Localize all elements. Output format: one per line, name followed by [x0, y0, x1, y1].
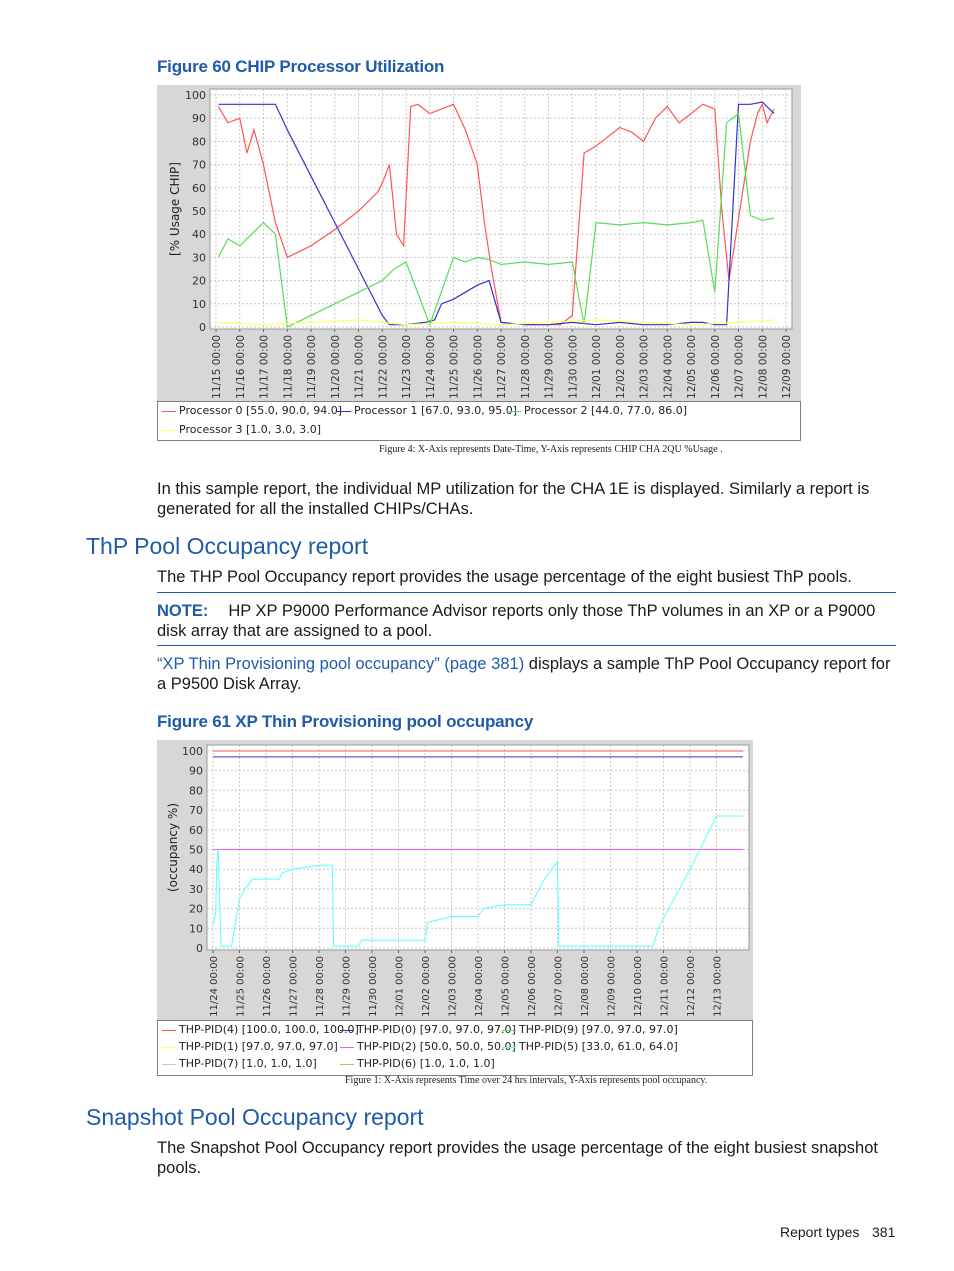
x-tick-label: 11/27 00:00: [496, 335, 508, 399]
chart-1-legend: [157, 401, 801, 441]
legend-item: [502, 1023, 678, 1036]
y-tick-label: 50: [189, 843, 203, 857]
x-tick-label: 12/05 00:00: [500, 956, 512, 1017]
legend-label: THP-PID(9) [97.0, 97.0, 97.0]: [519, 1023, 678, 1036]
x-tick-label: 11/27 00:00: [288, 956, 300, 1017]
x-tick-label: 12/07 00:00: [553, 956, 565, 1017]
footer-page-number: 381: [872, 1224, 896, 1240]
legend-label: THP-PID(6) [1.0, 1.0, 1.0]: [357, 1057, 495, 1070]
x-tick-label: 12/06 00:00: [709, 335, 722, 399]
x-tick-label: 12/05 00:00: [686, 335, 698, 399]
x-tick-label: 11/26 00:00: [262, 956, 273, 1017]
x-tick-label: 12/08 00:00: [757, 335, 770, 399]
figure-60-caption: Figure 4: X-Axis represents Date-Time, Y-Axis represents CHIP CHA 2QU %Usage .: [379, 444, 723, 455]
link-paragraph-text: displays a sample ThP Pool Occupancy report for a P9500 Disk Array.: [157, 655, 891, 693]
x-tick-label: 12/06 00:00: [527, 956, 538, 1017]
y-tick-label: 40: [189, 863, 203, 877]
legend-swatch: [162, 411, 176, 412]
figure-61-caption: Figure 1: X-Axis represents Time over 24 hrs intervals, Y-Axis represents pool occupancy.: [345, 1075, 708, 1086]
y-tick-label: 60: [192, 181, 206, 195]
x-tick-label: 11/18 00:00: [282, 335, 295, 399]
x-tick-label: 12/10 00:00: [633, 956, 644, 1017]
x-tick-label: 11/30 00:00: [567, 335, 580, 399]
legend-label: THP-PID(2) [50.0, 50.0, 50.0]: [357, 1040, 516, 1053]
legend-item: [162, 1057, 317, 1070]
legend-swatch: [340, 1064, 354, 1065]
legend-label: Processor 0 [55.0, 90.0, 94.0]: [179, 404, 343, 417]
legend-swatch: [502, 1047, 516, 1048]
footer-section-name: Report types: [780, 1224, 860, 1240]
y-tick-label: 60: [189, 823, 203, 837]
y-tick-label: 20: [192, 274, 206, 288]
legend-label: THP-PID(5) [33.0, 61.0, 64.0]: [519, 1040, 678, 1053]
section-heading-snapshot: Snapshot Pool Occupancy report: [86, 1104, 424, 1130]
y-tick-label: 70: [189, 804, 203, 818]
x-tick-label: 11/29 00:00: [543, 335, 556, 399]
legend-item: [340, 1057, 495, 1070]
legend-label: Processor 3 [1.0, 3.0, 3.0]: [179, 423, 322, 436]
y-tick-label: 100: [185, 89, 206, 102]
legend-swatch: [340, 1030, 354, 1031]
legend-swatch: [162, 1030, 176, 1031]
figure-61-title: Figure 61 XP Thin Provisioning pool occupancy: [157, 712, 534, 731]
legend-label: THP-PID(1) [97.0, 97.0, 97.0]: [179, 1040, 338, 1053]
x-tick-label: 12/01 00:00: [394, 956, 406, 1017]
legend-item: [162, 1023, 359, 1036]
legend-label: Processor 1 [67.0, 93.0, 95.0]: [354, 404, 518, 417]
note-bottom-rule: [157, 645, 896, 646]
x-tick-label: 12/07 00:00: [733, 335, 746, 399]
x-tick-label: 11/20 00:00: [329, 335, 342, 399]
thp-paragraph: The THP Pool Occupancy report provides the usage percentage of the eight busiest ThP pools.: [157, 568, 852, 586]
x-tick-label: 12/04 00:00: [662, 335, 675, 399]
legend-item: [502, 1040, 678, 1053]
x-tick-label: 12/01 00:00: [591, 335, 603, 399]
y-tick-label: 80: [192, 135, 206, 149]
note-block: [157, 601, 897, 641]
x-tick-label: 12/09 00:00: [781, 335, 793, 399]
link-paragraph: [157, 654, 897, 694]
x-tick-label: 11/17 00:00: [258, 335, 271, 399]
x-tick-label: 12/02 00:00: [421, 956, 432, 1017]
legend-item: [337, 404, 517, 417]
legend-label: THP-PID(0) [97.0, 97.0, 97.0]: [357, 1023, 516, 1036]
x-tick-label: 11/29 00:00: [341, 956, 353, 1017]
legend-swatch: [162, 1064, 176, 1065]
y-axis-label: [% Usage CHIP]: [168, 162, 182, 256]
x-tick-label: 11/25 00:00: [235, 956, 247, 1017]
x-tick-label: 11/16 00:00: [234, 335, 247, 399]
note-top-rule: [157, 592, 896, 593]
x-tick-label: 12/08 00:00: [580, 956, 591, 1017]
legend-swatch: [507, 411, 521, 412]
legend-item: [162, 1040, 338, 1053]
x-tick-label: 12/09 00:00: [606, 956, 618, 1017]
y-tick-label: 80: [189, 784, 203, 798]
x-tick-label: 11/22 00:00: [377, 335, 390, 399]
x-tick-label: 12/04 00:00: [474, 956, 485, 1017]
x-tick-label: 11/25 00:00: [448, 335, 461, 399]
x-tick-label: 11/28 00:00: [315, 956, 326, 1017]
snapshot-paragraph: The Snapshot Pool Occupancy report provides the usage percentage of the eight busiest snapshot pools.: [157, 1139, 878, 1177]
x-tick-label: 11/23 00:00: [401, 335, 413, 399]
legend-label: THP-PID(4) [100.0, 100.0, 100.0]: [179, 1023, 359, 1036]
legend-swatch: [162, 430, 176, 431]
chart-2-svg: [157, 740, 753, 1022]
x-tick-label: 11/24 00:00: [424, 335, 437, 399]
x-tick-label: 11/24 00:00: [209, 956, 220, 1017]
x-tick-label: 11/15 00:00: [211, 335, 223, 399]
legend-swatch: [162, 1047, 176, 1048]
y-tick-label: 50: [192, 205, 206, 218]
legend-swatch: [502, 1030, 516, 1031]
legend-item: [162, 423, 321, 436]
x-tick-label: 12/03 00:00: [447, 956, 459, 1017]
y-tick-label: 30: [189, 882, 203, 896]
y-tick-label: 20: [189, 902, 203, 916]
x-tick-label: 11/19 00:00: [306, 335, 318, 399]
y-tick-label: 100: [182, 745, 203, 758]
chart-1-svg: [157, 85, 801, 403]
legend-label: THP-PID(7) [1.0, 1.0, 1.0]: [179, 1057, 317, 1070]
chart-2-legend: [157, 1020, 753, 1076]
legend-label: Processor 2 [44.0, 77.0, 86.0]: [524, 404, 688, 417]
legend-item: [162, 404, 342, 417]
x-tick-label: 12/11 00:00: [659, 956, 671, 1017]
note-text: HP XP P9000 Performance Advisor reports only those ThP volumes in an XP or a P9000 disk array that are assigned to a pool.: [157, 602, 876, 640]
y-tick-label: 90: [192, 112, 206, 126]
plot-area: [207, 745, 749, 950]
legend-item: [507, 404, 687, 417]
legend-swatch: [340, 1047, 354, 1048]
legend-item: [340, 1023, 516, 1036]
x-tick-label: 11/30 00:00: [368, 956, 379, 1017]
figure-60-title: Figure 60 CHIP Processor Utilization: [157, 57, 445, 76]
x-tick-label: 12/03 00:00: [638, 335, 651, 399]
y-tick-label: 40: [192, 228, 206, 242]
y-tick-label: 90: [189, 764, 203, 778]
x-tick-label: 12/12 00:00: [686, 956, 697, 1017]
y-tick-label: 70: [192, 158, 206, 172]
x-tick-label: 11/26 00:00: [472, 335, 485, 399]
y-tick-label: 10: [189, 922, 203, 936]
y-tick-label: 10: [192, 297, 206, 311]
note-label: NOTE:: [157, 602, 209, 620]
y-tick-label: 30: [192, 251, 206, 265]
section-heading-thp: ThP Pool Occupancy report: [86, 533, 369, 559]
legend-swatch: [337, 411, 351, 412]
intro-paragraph: In this sample report, the individual MP utilization for the CHA 1E is displayed. Similarly a report is generated for all the installed CHIPs/CHAs.: [157, 480, 870, 518]
chart-thp-occupancy: [157, 740, 753, 1086]
y-tick-label: 0: [199, 321, 206, 334]
x-tick-label: 12/13 00:00: [712, 956, 724, 1017]
x-tick-label: 12/02 00:00: [614, 335, 627, 399]
x-tick-label: 11/28 00:00: [519, 335, 532, 399]
y-axis-label: (occupancy %): [166, 803, 180, 892]
legend-item: [340, 1040, 516, 1053]
x-tick-label: 11/21 00:00: [353, 335, 366, 399]
chart-chip-utilization: [157, 85, 801, 441]
y-tick-label: 0: [196, 942, 203, 955]
figure-61-link[interactable]: “XP Thin Provisioning pool occupancy” (page 381): [157, 655, 525, 673]
